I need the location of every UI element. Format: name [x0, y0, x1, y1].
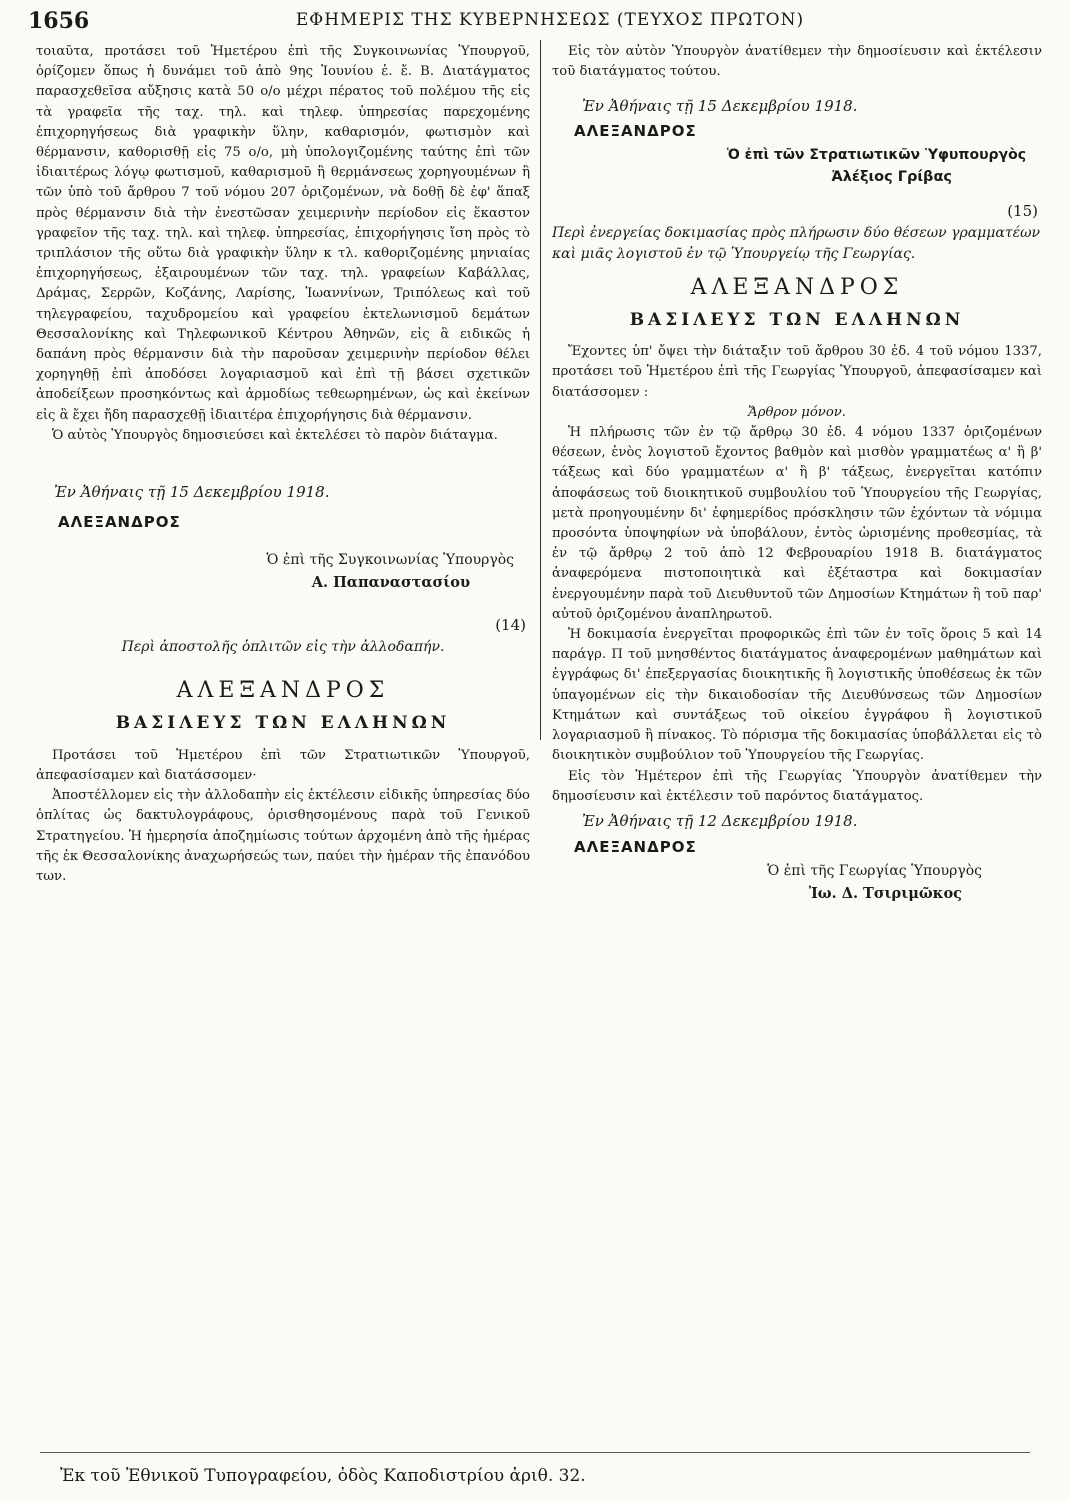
decree-15-king-signature: ΑΛΕΞΑΝΔΡΟΣ	[574, 838, 697, 857]
decree-13-minister-name: Α. Παπαναστασίου	[311, 573, 470, 591]
left-column	[36, 42, 530, 887]
decree-14-king-heading: ΑΛΕΞΑΝΔΡΟΣ	[176, 678, 390, 704]
decree-14-title-heading: ΒΑΣΙΛΕΥΣ ΤΩΝ ΕΛΛΗΝΩΝ	[115, 713, 451, 734]
decree-15-title-heading: ΒΑΣΙΛΕΥΣ ΤΩΝ ΕΛΛΗΝΩΝ	[629, 310, 965, 331]
decree-14-body: Ἀποστέλλομεν εἰς τὴν ἀλλοδαπὴν εἰς ἐκτέλεσιν εἰδικῆς ὑπηρεσίας δύο ὁπλίτας ὡς δακτυλογράφους, ὁρισθησομένους παρὰ τοῦ Γενικοῦ Στρατηγείου. Ἡ ἡμερησία ἀποζημίωσις τούτων ἀρχομένη ἀπὸ τῆς ἡμέρας τῆς ἐκ Θεσσαλονίκης ἀναχωρήσεώς των, παύει τὴν ἡμέραν τῆς ἐπανόδου των.	[36, 788, 530, 884]
page-number: 1656	[28, 8, 90, 34]
decree-15-king-heading: ΑΛΕΞΑΝΔΡΟΣ	[690, 274, 904, 300]
decree-13-minister-office: Ὁ ἐπὶ τῆς Συγκοινωνίας Ὑπουργὸς	[266, 552, 514, 569]
decree-13-body: τοιαῦτα, προτάσει τοῦ Ἡμετέρου ἐπὶ τῆς Συγκοινωνίας Ὑπουργοῦ, ὁρίζομεν ὅπως ἡ δυνάμει τοῦ ἀπὸ 9ης Ἰουνίου ἐ. ἔ. Β. Διατάγματος παρασχεθεῖσα αὔξησις κατὰ 50 ο/ο μέχρι πέρατος τοῦ πολέμου τῆς εἰς τὰ γραφεῖα τῆς ταχ. τηλ. καὶ τηλεφ. ὑπηρεσίας παρεχομένης ἐπιχορηγήσεως διὰ γραφικὴν ὕλην, καθαρισμόν, φωτισμὸν καὶ θέρμανσιν, καθορισθῇ εἰς 75 ο/ο, μὴ ὑπολογιζομένης ταύτης ἐπὶ τῶν ἰδιαιτέρως λόγῳ φωτισμοῦ, καθαρισμοῦ ἢ θερμάνσεως χορηγουμένων ἢ τῶν ὑπὸ τοῦ ἄρθρου 7 τοῦ νόμου 207 ὁριζομένων, νὰ δοθῇ δὲ ἐφ' ἅπαξ πρὸς θέρμανσιν διὰ τὴν ἐνεστῶσαν χειμερινὴν περίοδον εἰς ἕκαστον γραφεῖον τῆς ταχ. τηλ. καὶ τηλεφ. ὑπηρεσίας, ἐπιχορήγησις ἴση πρὸς τὸ τριπλάσιον τῆς οὕτω διὰ γραφικὴν ὕλην κ τλ. καθοριζομένης μηνιαίας ἐπιχορηγήσεως, ἐξαιρουμένων τῶν ταχ. τηλ. γραφείων Καβάλλας, Δράμας, Σερρῶν, Κοζάνης, Λαρίσης, Ἰωαννίνων, Τριπόλεως καὶ τοῦ τηλεγραφείου, ταχυδρομείου καὶ γραφείου ἐκτελωνισμοῦ δεμάτων Θεσσαλονίκης καὶ Τηλεφωνικοῦ Κέντρου Ἀθηνῶν, εἰς ἃ ειδικῶς ἡ δαπάνη πρὸς θέρμανσιν διὰ τὴν παροῦσαν χειμερινὴν περίοδον θέλει χορηγηθῇ ἐπὶ ἀποδόσει λογαριασμοῦ καὶ ἐπὶ τῇ βάσει σχετικῶν ἀποδείξεων προσηκόντως καὶ ἁρμοδίως τεθεωρημένων, ὡς καὶ ἐκείνων εἰς ἃ ἔχει ἤδη παρασχεθῇ ἰδιαιτέρα ἐπιχορήγησις διὰ θέρμανσιν.	[36, 44, 530, 423]
decree-14-date: Ἐν Ἀθήναις τῇ 15 Δεκεμβρίου 1918.	[582, 97, 858, 116]
decree-15-exam-procedure: Ἡ δοκιμασία ἐνεργεῖται προφορικῶς ἐπὶ τῶν ἐν τοῖς ὅροις 5 καὶ 14 παράγρ. Π τοῦ μνησθέντος διατάγματος ἀναφερομένων μαθημάτων καὶ ἐγγράφως δι' ἐπεξεργασίας διοικητικῆς ἢ λογιστικῆς ὑποθέσεως ἐκ τῶν ὑπαγομένων εἰς τὴν δικαιοδοσίαν τῆς Διευθύνσεως τῶν Δημοσίων Κτημάτων καὶ συντάξεως τοῦ οἰκείου ἐγγράφου ἢ λογιστικοῦ λογαριασμοῦ ἢ πίνακος. Τὸ πόρισμα τῆς δοκιμασίας ὑποβάλλεται εἰς τὸ διοικητικὸν συμβούλιον τοῦ Ὑπουργείου τῆς Γεωργίας.	[552, 627, 1042, 764]
decree-14-king-signature: ΑΛΕΞΑΝΔΡΟΣ	[574, 121, 697, 140]
decree-14-minister-name: Ἀλέξιος Γρίβας	[831, 169, 952, 186]
decree-15-closing: Εἰς τὸν Ἡμέτερον ἐπὶ τῆς Γεωργίας Ὑπουργὸν ἀνατίθεμεν τὴν δημοσίευσιν καὶ ἐκτέλεσιν τοῦ παρόντος διατάγματος.	[552, 768, 1042, 804]
decree-13-king-signature: ΑΛΕΞΑΝΔΡΟΣ	[58, 513, 181, 532]
decree-14-closing: Εἰς τὸν αὐτὸν Ὑπουργὸν ἀνατίθεμεν τὴν δημοσίευσιν καὶ ἐκτέλεσιν τοῦ διατάγματος τούτου.	[552, 44, 1042, 80]
decree-15-article-heading: Ἄρθρον μόνον.	[748, 404, 846, 420]
decree-14-number: (14)	[495, 615, 526, 634]
decree-15-minister-office: Ὁ ἐπὶ τῆς Γεωργίας Ὑπουργὸς	[767, 863, 982, 880]
column-divider	[540, 40, 541, 740]
decree-14-subject: Περὶ ἀποστολῆς ὁπλιτῶν εἰς τὴν ἀλλοδαπήν.	[121, 639, 445, 656]
decree-15-date: Ἐν Ἀθήναις τῇ 12 Δεκεμβρίου 1918.	[582, 811, 858, 830]
decree-15-minister-name: Ἰω. Δ. Τσιριμῶκος	[808, 884, 962, 902]
decree-13-date: Ἐν Ἀθήναις τῇ 15 Δεκεμβρίου 1918.	[54, 483, 330, 502]
decree-15-article-body: Ἡ πλήρωσις τῶν ἐν τῷ ἄρθρῳ 30 ἐδ. 4 νόμου 1337 ὁριζομένων θέσεων, ἑνὸς λογιστοῦ ἔχοντος βαθμὸν καὶ μισθὸν γραμματέως α' ἢ β' τάξεως καὶ δύο γραμματέων α' ἢ β' τάξεως, ἐνεργεῖται κατόπιν ἀποφάσεως τοῦ διοικητικοῦ συμβουλίου τοῦ Ὑπουργείου τῆς Γεωργίας, μετὰ προηγουμένην δι' ἐφημερίδος πρόσκλησιν τῶν ἐχόντων τὰ νόμιμα προσόντα ὑποψηφίων νὰ ὑποβάλουν, ἐντὸς ὡρισμένης προθεσμίας, τὰ ἐν τῷ ἄρθρῳ 2 τοῦ ἀπὸ 12 Φεβρουαρίου 1918 Β. διατάγματος ἀναφερόμενα πιστοποιητικὰ καὶ ἐξέταστρα καὶ δοκιμασίαν ἐνεργουμένην παρὰ τοῦ Διευθυντοῦ τῶν Δημοσίων Κτημάτων ἢ τοῦ παρ' αὐτοῦ ὁριζομένου ἀναπληρωτοῦ.	[552, 425, 1042, 622]
decree-15-number: (15)	[1007, 202, 1038, 221]
decree-14-preamble: Προτάσει τοῦ Ἡμετέρου ἐπὶ τῶν Στρατιωτικῶν Ὑπουργοῦ, ἀπεφασίσαμεν καὶ διατάσσομεν·	[36, 747, 530, 783]
decree-14-minister-office: Ὁ ἐπὶ τῶν Στρατιωτικῶν Ὑφυπουργὸς	[726, 146, 1026, 163]
footer-rule	[40, 1452, 1030, 1453]
running-head: ΕΦΗΜΕΡΙΣ ΤΗΣ ΚΥΒΕΡΝΗΣΕΩΣ (ΤΕΥΧΟΣ ΠΡΩΤΟΝ)	[295, 10, 805, 30]
printer-imprint: Ἐκ τοῦ Ἐθνικοῦ Τυπογραφείου, ὁδὸς Καποδιστρίου ἀριθ. 32.	[60, 1466, 586, 1486]
decree-15-subject: Περὶ ἐνεργείας δοκιμασίας πρὸς πλήρωσιν δύο θέσεων γραμματέων καὶ μιᾶς λογιστοῦ ἐν τῷ Ὑπουργείῳ τῆς Γεωργίας.	[552, 225, 1041, 262]
decree-13-closing: Ὁ αὐτὸς Ὑπουργὸς δημοσιεύσει καὶ ἐκτελέσει τὸ παρὸν διάταγμα.	[52, 427, 498, 443]
right-column	[552, 42, 1042, 904]
decree-15-preamble: Ἔχοντες ὑπ' ὄψει τὴν διάταξιν τοῦ ἄρθρου 30 ἐδ. 4 τοῦ νόμου 1337, προτάσει τοῦ Ἡμετέρου ἐπὶ τῆς Γεωργίας Ὑπουργοῦ, ἀπεφασίσαμεν καὶ διατάσσομεν :	[552, 344, 1042, 400]
